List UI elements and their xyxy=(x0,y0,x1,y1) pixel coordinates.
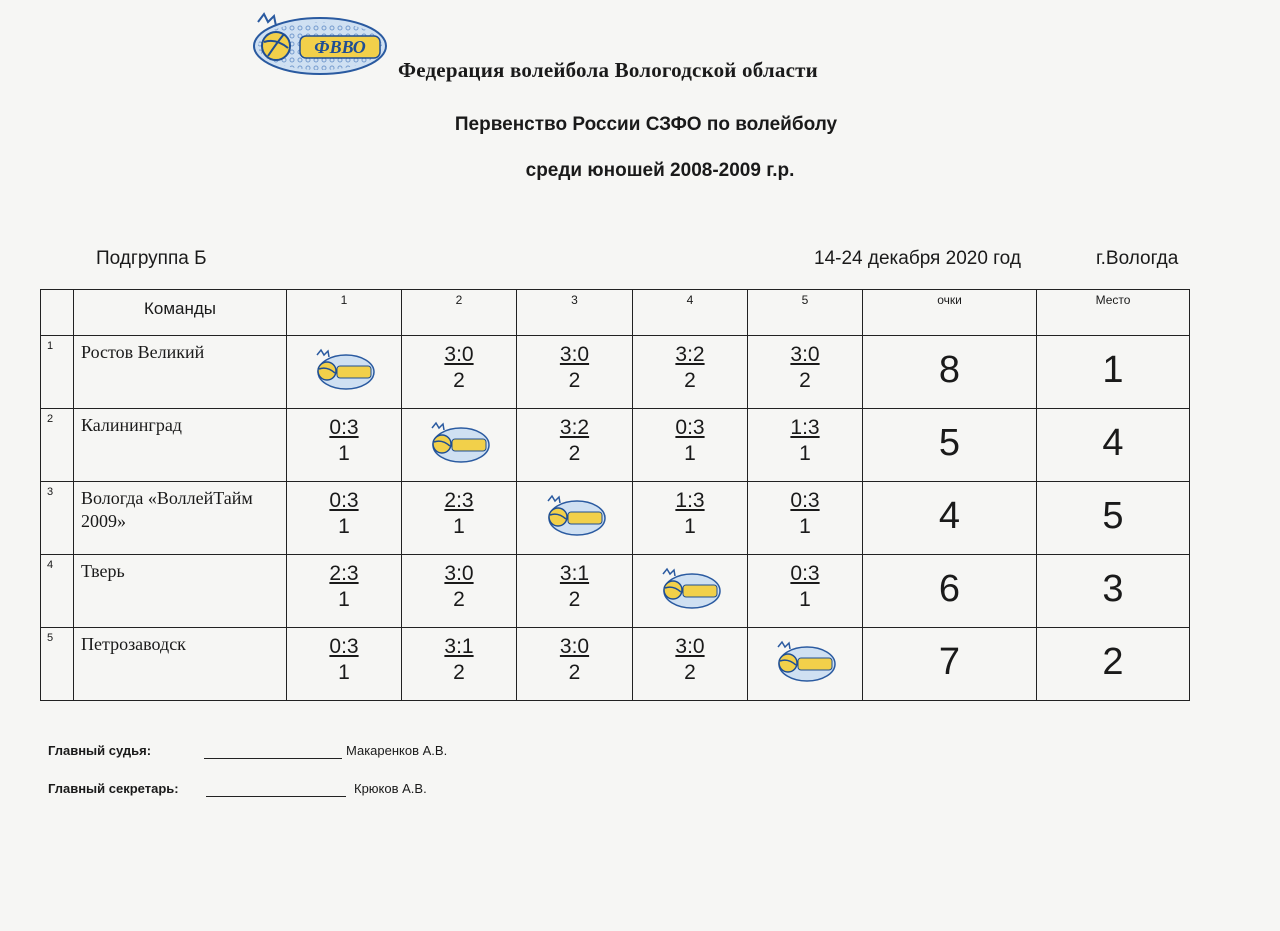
match-points: 1 xyxy=(684,442,696,465)
match-points: 2 xyxy=(568,442,581,465)
header-col-3: 3 xyxy=(517,290,633,336)
match-points: 1 xyxy=(338,661,350,684)
header-blank xyxy=(41,290,74,336)
organization-name: Федерация волейбола Вологодской области xyxy=(398,58,818,82)
federation-logo xyxy=(248,8,388,76)
match-points: 2 xyxy=(684,661,696,684)
federation-logo-icon xyxy=(774,672,836,689)
match-result: 0:3 xyxy=(329,489,359,512)
match-score-cell xyxy=(402,628,517,701)
judge-signature-line xyxy=(204,744,342,759)
header-points: очки xyxy=(863,290,1037,336)
match-result: 1:3 xyxy=(790,416,820,439)
self-match-logo-cell xyxy=(517,482,633,555)
match-result: 3:0 xyxy=(444,562,474,585)
header-place: Место xyxy=(1037,290,1190,336)
match-points: 2 xyxy=(453,661,465,684)
subgroup-label: Подгруппа Б xyxy=(96,248,207,269)
match-result: 0:3 xyxy=(329,416,359,439)
header-col-1: 1 xyxy=(287,290,402,336)
row-number: 1 xyxy=(41,336,74,409)
total-points: 6 xyxy=(863,555,1037,628)
match-points: 1 xyxy=(338,588,350,611)
final-place: 3 xyxy=(1037,555,1190,628)
header-col-5: 5 xyxy=(748,290,863,336)
match-points: 2 xyxy=(799,369,811,392)
match-score-cell xyxy=(517,336,633,409)
logo-text: ФВВО xyxy=(314,37,366,57)
table-row xyxy=(41,482,1190,555)
self-match-logo-cell xyxy=(402,409,517,482)
row-number: 5 xyxy=(41,628,74,701)
match-score-cell xyxy=(748,555,863,628)
self-match-logo-cell xyxy=(287,336,402,409)
match-score-cell xyxy=(402,555,517,628)
match-result: 3:2 xyxy=(559,416,590,439)
match-points: 2 xyxy=(453,588,465,611)
match-score-cell xyxy=(517,628,633,701)
tournament-title: Первенство России СЗФО по волейболу xyxy=(454,114,838,135)
match-score-cell xyxy=(287,409,402,482)
match-result: 3:1 xyxy=(559,562,590,585)
federation-logo-icon xyxy=(313,380,375,397)
match-score-cell xyxy=(517,555,633,628)
match-points: 1 xyxy=(799,442,811,465)
match-score-cell xyxy=(287,555,402,628)
final-place: 2 xyxy=(1037,628,1190,701)
federation-logo-icon xyxy=(659,599,721,616)
total-points: 7 xyxy=(863,628,1037,701)
match-result: 0:3 xyxy=(790,562,820,585)
match-result: 0:3 xyxy=(790,489,820,512)
match-result: 3:0 xyxy=(559,343,590,366)
team-name: Петрозаводск xyxy=(74,628,287,701)
match-points: 2 xyxy=(453,369,465,392)
match-score-cell xyxy=(633,336,748,409)
federation-logo-icon xyxy=(428,453,490,470)
final-place: 4 xyxy=(1037,409,1190,482)
tournament-subtitle: среди юношей 2008-2009 г.р. xyxy=(525,160,795,181)
final-place: 1 xyxy=(1037,336,1190,409)
judge-label: Главный судья: xyxy=(48,743,152,758)
table-row xyxy=(41,409,1190,482)
match-score-cell xyxy=(517,409,633,482)
team-name: Вологда «ВоллейТайм 2009» xyxy=(74,482,287,555)
match-result: 3:0 xyxy=(675,635,705,658)
match-result: 0:3 xyxy=(329,635,359,658)
total-points: 8 xyxy=(863,336,1037,409)
match-score-cell xyxy=(287,628,402,701)
match-points: 2 xyxy=(568,661,581,684)
match-points: 1 xyxy=(338,515,350,538)
team-name: Ростов Великий xyxy=(74,336,287,409)
match-result: 3:0 xyxy=(444,343,474,366)
match-result: 3:2 xyxy=(675,343,705,366)
match-points: 2 xyxy=(568,369,581,392)
match-score-cell xyxy=(287,482,402,555)
match-points: 1 xyxy=(684,515,696,538)
self-match-logo-cell xyxy=(633,555,748,628)
match-score-cell xyxy=(633,409,748,482)
match-score-cell xyxy=(748,336,863,409)
row-number: 3 xyxy=(41,482,74,555)
total-points: 5 xyxy=(863,409,1037,482)
secretary-name: Крюков А.В. xyxy=(354,781,427,796)
federation-logo-icon xyxy=(544,526,606,543)
match-points: 1 xyxy=(453,515,465,538)
row-number: 2 xyxy=(41,409,74,482)
tournament-city: г.Вологда xyxy=(1096,248,1179,269)
match-score-cell xyxy=(633,482,748,555)
judge-name: Макаренков А.В. xyxy=(346,743,448,758)
team-name: Калининград xyxy=(74,409,287,482)
header-col-4: 4 xyxy=(633,290,748,336)
table-row xyxy=(41,555,1190,628)
match-result: 2:3 xyxy=(329,562,359,585)
table-row xyxy=(41,336,1190,409)
table-row xyxy=(41,628,1190,701)
table-header-row xyxy=(41,290,1190,336)
match-result: 3:0 xyxy=(559,635,590,658)
secretary-signature-line xyxy=(206,782,346,797)
tournament-dates: 14-24 декабря 2020 год xyxy=(814,248,1021,269)
header-col-2: 2 xyxy=(402,290,517,336)
row-number: 4 xyxy=(41,555,74,628)
match-score-cell xyxy=(748,482,863,555)
match-result: 3:1 xyxy=(444,635,474,658)
team-name: Тверь xyxy=(74,555,287,628)
match-score-cell xyxy=(633,628,748,701)
match-score-cell xyxy=(402,336,517,409)
match-result: 0:3 xyxy=(675,416,705,439)
header-teams: Команды xyxy=(74,290,287,336)
match-result: 3:0 xyxy=(790,343,820,366)
results-table xyxy=(40,289,1190,701)
match-result: 1:3 xyxy=(675,489,705,512)
match-points: 1 xyxy=(799,515,811,538)
match-result: 2:3 xyxy=(444,489,474,512)
secretary-label: Главный секретарь: xyxy=(48,781,179,796)
match-points: 1 xyxy=(338,442,350,465)
final-place: 5 xyxy=(1037,482,1190,555)
match-points: 2 xyxy=(684,369,696,392)
match-points: 1 xyxy=(799,588,811,611)
match-score-cell xyxy=(748,409,863,482)
match-points: 2 xyxy=(568,588,581,611)
total-points: 4 xyxy=(863,482,1037,555)
self-match-logo-cell xyxy=(748,628,863,701)
match-score-cell xyxy=(402,482,517,555)
